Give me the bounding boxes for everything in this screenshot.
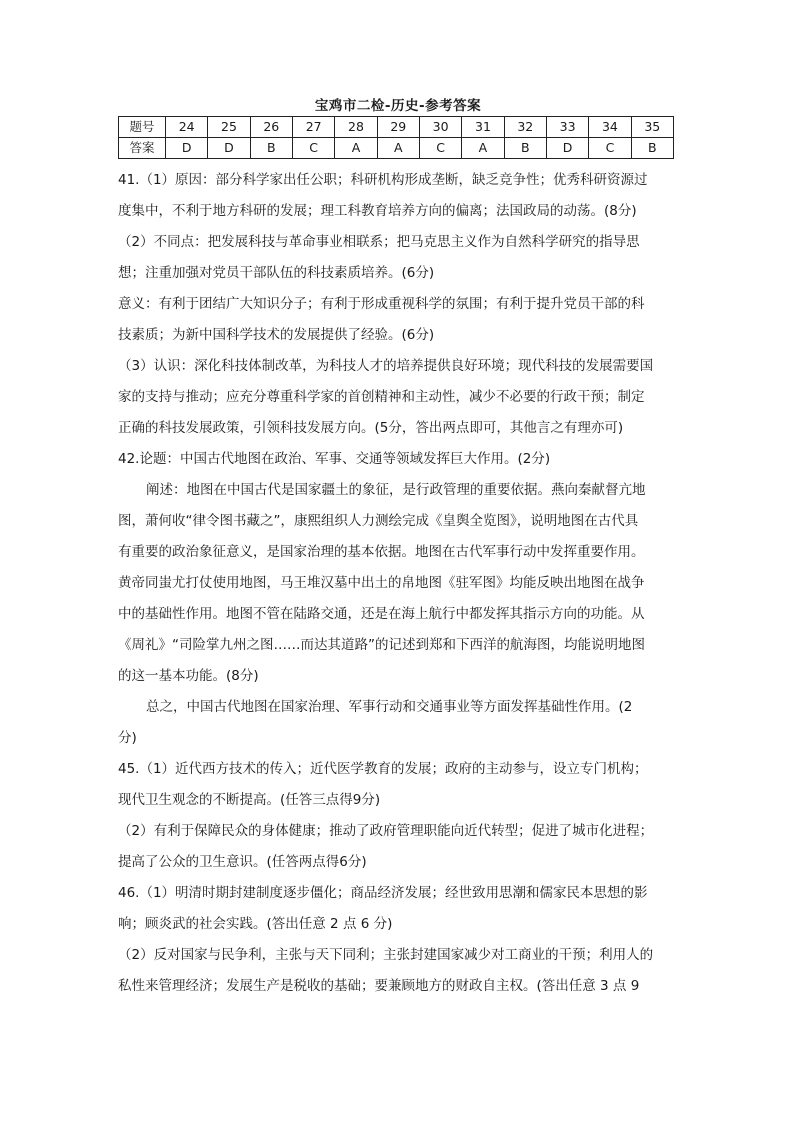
answer-cell: A	[462, 138, 504, 159]
question-number-cell: 26	[250, 117, 292, 138]
question-number-cell: 29	[377, 117, 419, 138]
text-line: 私性来管理经济；发展生产是税收的基础；要兼顾地方的财政自主权。(答出任意 3 点 9	[118, 978, 640, 994]
text-line: （3）认识：深化科技体制改革，为科技人才的培养提供良好环境；现代科技的发展需要国	[118, 358, 654, 374]
text-line: 度集中，不利于地方科研的发展；理工科教育培养方向的偏离；法国政局的动荡。(8分)	[118, 203, 637, 219]
text-line: 45.（1）近代西方技术的传入；近代医学教育的发展；政府的主动参与，设立专门机构；	[118, 761, 648, 777]
answer-key-page	[118, 96, 678, 1002]
answer-cell: D	[208, 138, 250, 159]
answer-header: 答案	[119, 138, 166, 159]
text-line: 的这一基本功能。(8分)	[118, 668, 259, 684]
question-41	[118, 165, 678, 444]
text-line: 《周礼》“司险掌九州之图……而达其道路”的记述到郑和下西洋的航海图，均能说明地图	[118, 637, 645, 653]
question-46	[118, 878, 678, 1002]
answer-cell: A	[377, 138, 419, 159]
text-line: 提高了公众的卫生意识。(任答两点得6分)	[118, 854, 367, 870]
text-line: 技素质；为新中国科学技术的发展提供了经验。(6分)	[118, 327, 435, 343]
text-line: 总之，中国古代地图在国家治理、军事行动和交通事业等方面发挥基础性作用。(2	[146, 699, 633, 715]
text-line: （2）有利于保障民众的身体健康；推动了政府管理职能向近代转型；促进了城市化进程；	[118, 823, 654, 839]
text-line: （2）不同点：把发展科技与革命事业相联系；把马克思主义作为自然科学研究的指导思	[118, 234, 640, 250]
text-line: 有重要的政治象征意义，是国家治理的基本依据。地图在古代军事行动中发挥重要作用。	[118, 544, 645, 560]
question-number-header: 题号	[119, 117, 166, 138]
answer-row	[119, 138, 674, 159]
question-number-cell: 27	[292, 117, 334, 138]
answer-body	[118, 165, 678, 1002]
question-number-cell: 33	[546, 117, 588, 138]
question-number-cell: 25	[208, 117, 250, 138]
answer-cell: B	[631, 138, 673, 159]
question-42	[118, 444, 678, 754]
question-number-row	[119, 117, 674, 138]
answer-cell: C	[419, 138, 461, 159]
question-number-cell: 35	[631, 117, 673, 138]
question-number-cell: 31	[462, 117, 504, 138]
text-line: 意义：有利于团结广大知识分子；有利于形成重视科学的氛围；有利于提升党员干部的科	[118, 296, 645, 312]
answer-cell: D	[546, 138, 588, 159]
text-line: 黄帝同蚩尤打仗使用地图，马王堆汉墓中出土的帛地图《驻军图》均能反映出地图在战争	[118, 575, 645, 591]
question-number-cell: 34	[589, 117, 631, 138]
text-line: 家的支持与推动；应充分尊重科学家的首创精神和主动性，减少不必要的行政干预；制定	[118, 389, 645, 405]
text-line: 46.（1）明清时期封建制度逐步僵化；商品经济发展；经世致用思潮和儒家民本思想的影	[118, 885, 648, 901]
text-line: （2）反对国家与民争利，主张与天下同利；主张封建国家减少对工商业的干预；利用人的	[118, 947, 654, 963]
question-number-cell: 32	[504, 117, 546, 138]
question-45	[118, 754, 678, 878]
text-line: 想；注重加强对党员干部队伍的科技素质培养。(6分)	[118, 265, 435, 281]
text-line: 现代卫生观念的不断提高。(任答三点得9分)	[118, 792, 381, 808]
answer-cell: A	[335, 138, 377, 159]
answer-cell: D	[166, 138, 208, 159]
text-line: 分)	[118, 730, 137, 746]
answer-cell: B	[504, 138, 546, 159]
question-number-cell: 28	[335, 117, 377, 138]
answer-cell: C	[589, 138, 631, 159]
question-number-cell: 30	[419, 117, 461, 138]
text-line: 41.（1）原因：部分科学家出任公职；科研机构形成垄断，缺乏竞争性；优秀科研资源过	[118, 172, 648, 188]
document-title: 宝鸡市二检-历史-参考答案	[314, 98, 482, 114]
text-line: 中的基础性作用。地图不管在陆路交通，还是在海上航行中都发挥其指示方向的功能。从	[118, 606, 645, 622]
answer-table	[118, 116, 674, 159]
thesis-line: 42.论题：中国古代地图在政治、军事、交通等领域发挥巨大作用。(2分)	[118, 451, 551, 467]
question-number-cell: 24	[166, 117, 208, 138]
text-line: 图，萧何收“律令图书藏之”，康熙组织人力测绘完成《皇舆全览图》，说明地图在古代具	[118, 513, 639, 529]
text-line: 正确的科技发展政策，引领科技发展方向。(5分，答出两点即可，其他言之有理亦可)	[118, 420, 624, 436]
text-line: 阐述：地图在中国古代是国家疆土的象征，是行政管理的重要依据。燕向秦献督亢地	[146, 482, 646, 498]
text-line: 响；顾炎武的社会实践。(答出任意 2 点 6 分)	[118, 916, 393, 932]
answer-cell: C	[292, 138, 334, 159]
answer-cell: B	[250, 138, 292, 159]
